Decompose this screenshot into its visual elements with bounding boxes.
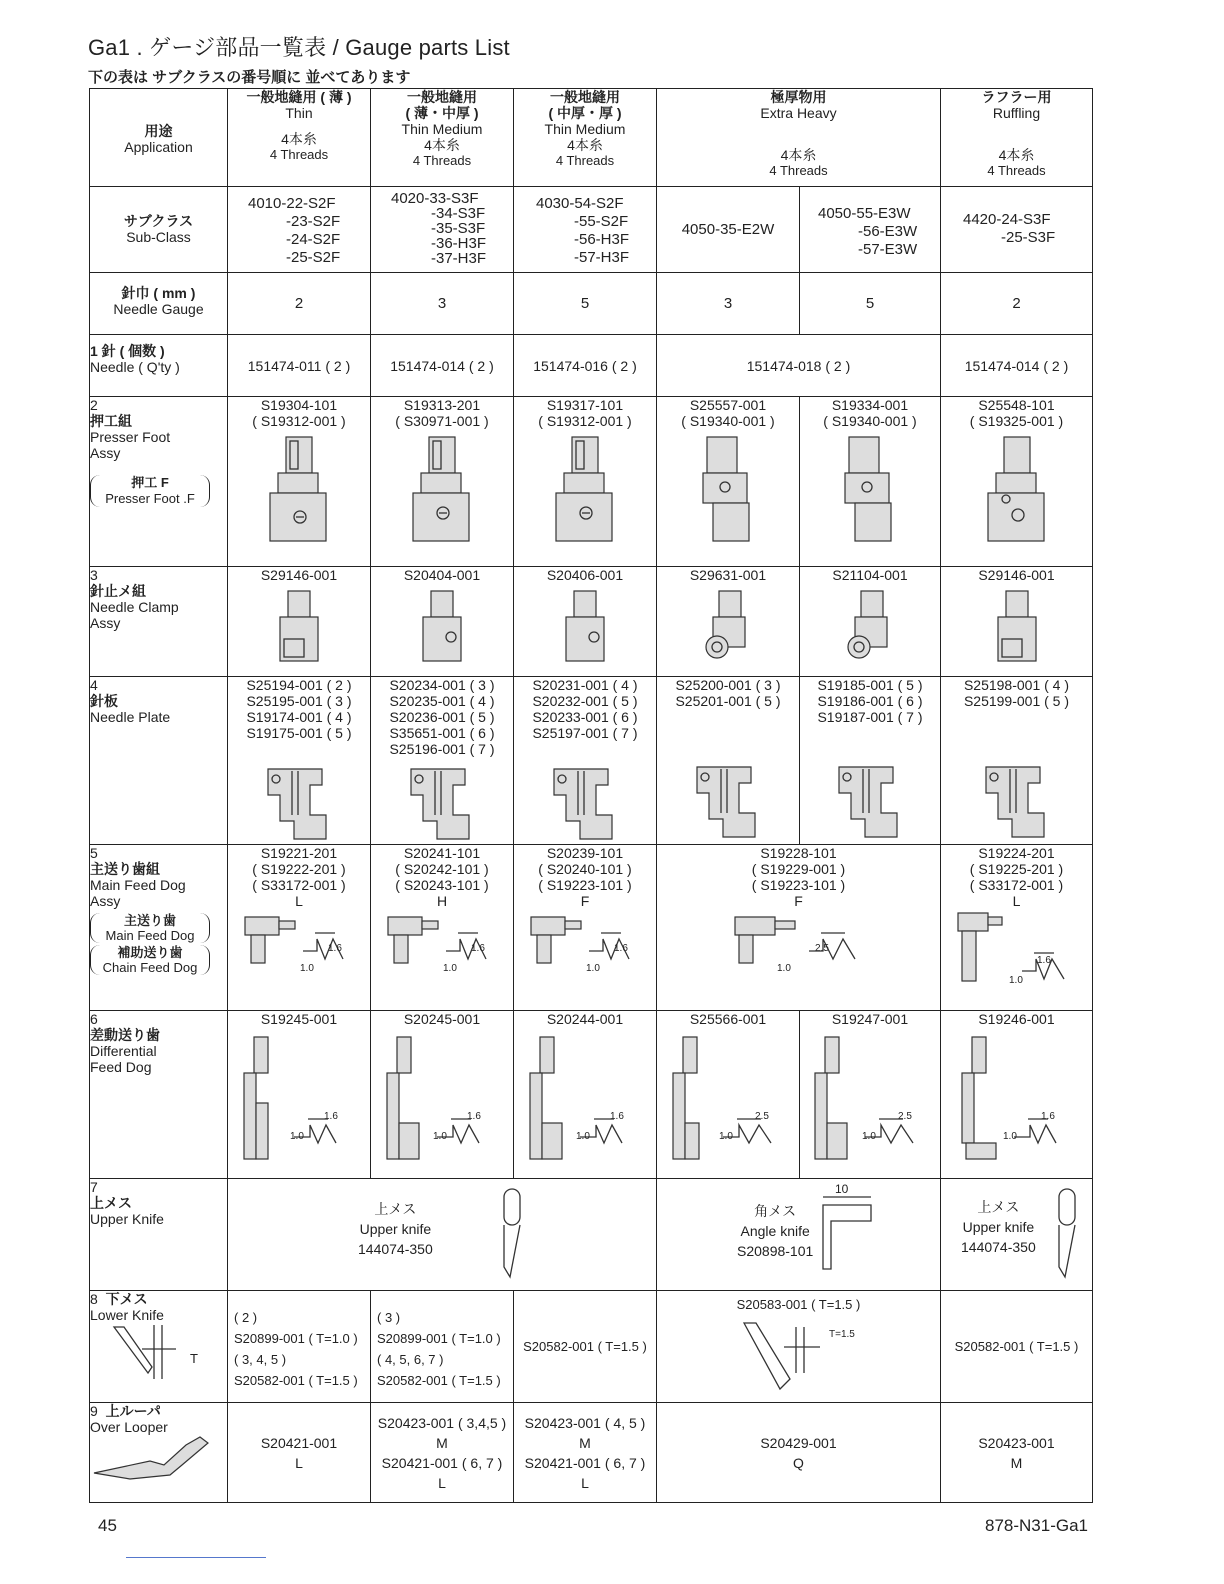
presser-part: S25557-001 ( S19340-001 ) <box>657 397 800 567</box>
app-col-medium-thick: 一般地縫用 ( 中厚・厚 ) Thin Medium 4本糸 4 Threads <box>514 89 657 187</box>
looper-c4: S20429-001 Q <box>657 1403 941 1503</box>
upper-knife-c: 上メス Upper knife 144074-350 <box>941 1179 1093 1291</box>
plate-part: S19185-001 ( 5 ) S19186-001 ( 6 ) S19187-001 ( 7 ) <box>800 677 941 845</box>
feed-dog-icon <box>729 911 869 967</box>
row-presser-foot <box>90 397 1093 567</box>
feed-part: S19221-201 ( S19222-201 ) ( S33172-001 ) L 1.6 1.0 <box>228 845 371 1011</box>
gauge-label: 針巾 ( mm ) Needle Gauge <box>90 273 228 335</box>
row-subclass <box>90 187 1093 273</box>
needle-plate-icon <box>835 763 905 841</box>
needle-plate-icon <box>693 763 763 841</box>
feed-part: S20239-101 ( S20240-101 ) ( S19223-101 ) F 1.6 1.0 <box>514 845 657 1011</box>
diff-part: S19245-001 1.6 1.0 <box>228 1011 371 1179</box>
presser-part: S25548-101 ( S19325-001 ) <box>941 397 1093 567</box>
divider <box>126 1557 266 1558</box>
looper-icon <box>90 1435 216 1481</box>
lower-knife-icon <box>724 1313 874 1395</box>
feed-dog-icon <box>382 911 502 967</box>
clamp-part: S29631-001 <box>657 567 800 677</box>
presser-part: S19313-201 ( S30971-001 ) <box>371 397 514 567</box>
needle-clamp-icon <box>417 589 467 665</box>
presser-foot-icon <box>835 435 905 545</box>
row-lower-knife <box>90 1291 1093 1403</box>
plate-label: 4 針板 Needle Plate <box>90 677 228 845</box>
needle-part: 151474-014 ( 2 ) <box>371 335 514 397</box>
subclass-label: サブクラス Sub-Class <box>90 187 228 273</box>
clamp-part: S29146-001 <box>228 567 371 677</box>
gauge-value: 5 <box>800 273 941 335</box>
presser-part: S19334-001 ( S19340-001 ) <box>800 397 941 567</box>
page-number: 45 <box>98 1516 117 1535</box>
looper-c5: S20423-001 M <box>941 1403 1093 1503</box>
app-col-thin: 一般地縫用 ( 薄 ) Thin 4本糸 4 Threads <box>228 89 371 187</box>
row-needle-plate <box>90 677 1093 845</box>
clamp-part: S21104-001 <box>800 567 941 677</box>
row-main-feed-dog <box>90 845 1093 1011</box>
presser-foot-icon <box>693 435 763 545</box>
page-subtitle: 下の表は サブクラスの番号順に 並べてあります <box>88 69 411 86</box>
document-code: 878-N31-Ga1 <box>985 1516 1089 1535</box>
looper-c1: S20421-001 L <box>228 1403 371 1503</box>
app-col-extra-heavy: 極厚物用 Extra Heavy 4本糸 4 Threads <box>657 89 941 187</box>
page-title: Ga1 . ゲージ部品一覧表 / Gauge parts List <box>88 35 510 60</box>
gauge-value: 2 <box>228 273 371 335</box>
needle-clamp-icon <box>703 589 753 665</box>
lower-c3: S20582-001 ( T=1.5 ) <box>514 1291 657 1403</box>
plate-part: S20234-001 ( 3 ) S20235-001 ( 4 ) S20236-001 ( 5 ) S35651-001 ( 6 ) S25196-001 ( 7 ) <box>371 677 514 845</box>
upper-knife-icon <box>1053 1187 1083 1279</box>
presser-foot-icon <box>264 435 334 545</box>
row-upper-knife <box>90 1179 1093 1291</box>
needle-plate-icon <box>982 763 1052 841</box>
upper-knife-icon <box>498 1187 528 1279</box>
needle-plate-icon <box>264 765 334 843</box>
diff-part: S20245-001 1.6 1.0 <box>371 1011 514 1179</box>
upper-knife-a: 上メス Upper knife 144074-350 <box>228 1179 657 1291</box>
gauge-parts-table <box>89 88 1093 1503</box>
needle-part: 151474-016 ( 2 ) <box>514 335 657 397</box>
presser-label: 2 押工組 Presser Foot Assy 押工 F Presser Foot .F <box>90 397 228 567</box>
subclass-col1: 4010-22-S2F -23-S2F -24-S2F -25-S2F <box>228 187 371 273</box>
diff-part: S19247-001 2.5 1.0 <box>800 1011 941 1179</box>
upper-knife-b: 角メス Angle knife S20898-101 10 <box>657 1179 941 1291</box>
app-col-ruffling: ラフラー用 Ruffling 4本糸 4 Threads <box>941 89 1093 187</box>
looper-label: 9 上ルーパ Over Looper <box>90 1403 228 1503</box>
needle-part: 151474-018 ( 2 ) <box>657 335 941 397</box>
lower-c5: S20582-001 ( T=1.5 ) <box>941 1291 1093 1403</box>
gauge-value: 3 <box>657 273 800 335</box>
application-label: 用途 Application <box>90 89 228 187</box>
presser-foot-icon <box>982 435 1052 545</box>
needle-clamp-icon <box>845 589 895 665</box>
row-over-looper <box>90 1403 1093 1503</box>
diff-label: 6 差動送り歯 Differential Feed Dog <box>90 1011 228 1179</box>
gauge-value: 5 <box>514 273 657 335</box>
clamp-part: S29146-001 <box>941 567 1093 677</box>
clamp-label: 3 針止メ組 Needle Clamp Assy <box>90 567 228 677</box>
feed-label: 5 主送り歯組 Main Feed Dog Assy 主送り歯 Main Feed Dog 補助送り歯 Chain Feed Dog <box>90 845 228 1011</box>
clamp-part: S20404-001 <box>371 567 514 677</box>
feed-part: S19228-101 ( S19229-001 ) ( S19223-101 ) F 2.5 1.0 <box>657 845 941 1011</box>
clamp-part: S20406-001 <box>514 567 657 677</box>
presser-part: S19304-101 ( S19312-001 ) <box>228 397 371 567</box>
needle-clamp-icon <box>992 589 1042 665</box>
needle-clamp-icon <box>560 589 610 665</box>
subclass-col5: 4050-55-E3W -56-E3W -57-E3W <box>800 187 941 273</box>
presser-foot-icon <box>550 435 620 545</box>
diff-part: S19246-001 1.6 1.0 <box>941 1011 1093 1179</box>
subclass-col2: 4020-33-S3F -34-S3F -35-S3F -36-H3F -37-H3F <box>371 187 514 273</box>
row-needle-clamp <box>90 567 1093 677</box>
row-needle <box>90 335 1093 397</box>
needle-plate-icon <box>550 765 620 843</box>
lower-c1: ( 2 ) S20899-001 ( T=1.0 ) ( 3, 4, 5 ) S20582-001 ( T=1.5 ) <box>228 1291 371 1403</box>
app-col-thin-medium: 一般地縫用 ( 薄・中厚 ) Thin Medium 4本糸 4 Threads <box>371 89 514 187</box>
feed-dog-icon <box>239 911 359 967</box>
plate-part: S20231-001 ( 4 ) S20232-001 ( 5 ) S20233-001 ( 6 ) S25197-001 ( 7 ) <box>514 677 657 845</box>
lower-knife-icon <box>90 1323 200 1383</box>
subclass-col4: 4050-35-E2W <box>657 187 800 273</box>
angle-knife-icon <box>817 1193 877 1273</box>
subclass-col3: 4030-54-S2F -55-S2F -56-H3F -57-H3F <box>514 187 657 273</box>
diff-part: S20244-001 1.6 1.0 <box>514 1011 657 1179</box>
looper-c2: S20423-001 ( 3,4,5 ) M S20421-001 ( 6, 7 ) L <box>371 1403 514 1503</box>
feed-part: S20241-101 ( S20242-101 ) ( S20243-101 ) H 1.6 1.0 <box>371 845 514 1011</box>
presser-part: S19317-101 ( S19312-001 ) <box>514 397 657 567</box>
feed-dog-icon <box>525 911 645 967</box>
feed-part: S19224-201 ( S19225-201 ) ( S33172-001 ) L 1.6 1.0 <box>941 845 1093 1011</box>
plate-part: S25194-001 ( 2 ) S25195-001 ( 3 ) S19174-001 ( 4 ) S19175-001 ( 5 ) <box>228 677 371 845</box>
row-application <box>90 89 1093 187</box>
plate-part: S25200-001 ( 3 ) S25201-001 ( 5 ) <box>657 677 800 845</box>
needle-clamp-icon <box>274 589 324 665</box>
needle-plate-icon <box>407 765 477 843</box>
presser-foot-icon <box>407 435 477 545</box>
diff-part: S25566-001 2.5 1.0 <box>657 1011 800 1179</box>
upper-label: 7 上メス Upper Knife <box>90 1179 228 1291</box>
subclass-col6: 4420-24-S3F -25-S3F <box>941 187 1093 273</box>
row-needle-gauge <box>90 273 1093 335</box>
lower-label: 8 下メス Lower Knife T <box>90 1291 228 1403</box>
gauge-value: 3 <box>371 273 514 335</box>
needle-label: 1 針 ( 個数 ) Needle ( Q'ty ) <box>90 335 228 397</box>
plate-part: S25198-001 ( 4 ) S25199-001 ( 5 ) <box>941 677 1093 845</box>
looper-c3: S20423-001 ( 4, 5 ) M S20421-001 ( 6, 7 ) L <box>514 1403 657 1503</box>
row-differential-feed-dog <box>90 1011 1093 1179</box>
gauge-value: 2 <box>941 273 1093 335</box>
needle-part: 151474-011 ( 2 ) <box>228 335 371 397</box>
lower-c2: ( 3 ) S20899-001 ( T=1.0 ) ( 4, 5, 6, 7 ) S20582-001 ( T=1.5 ) <box>371 1291 514 1403</box>
lower-c4: S20583-001 ( T=1.5 ) T=1.5 <box>657 1291 941 1403</box>
needle-part: 151474-014 ( 2 ) <box>941 335 1093 397</box>
